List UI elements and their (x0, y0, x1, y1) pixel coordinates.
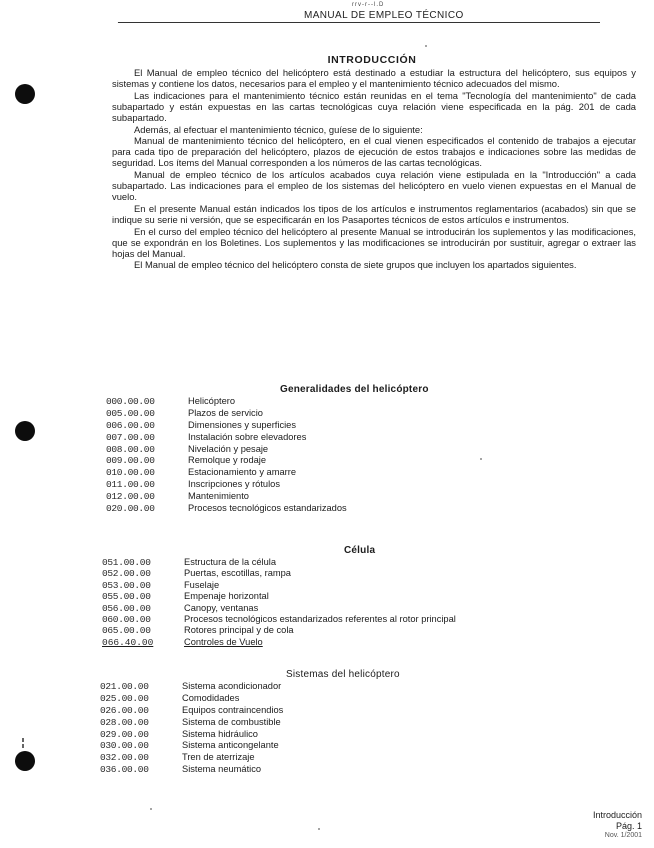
list-item (106, 408, 347, 420)
item-label: Inscripciones y rótulos (188, 479, 280, 490)
binder-hole (15, 421, 35, 441)
item-code: 030.00.00 (100, 740, 149, 752)
item-code: 025.00.00 (100, 692, 149, 704)
paragraph: Además, al efectuar el mantenimiento técnico, guíese de lo siguiente: (134, 123, 423, 135)
item-label: Remolque y rodaje (188, 455, 267, 466)
section-heading: Célula (344, 545, 376, 556)
list-item (102, 568, 456, 579)
margin-mark (22, 738, 24, 742)
list-item (100, 740, 283, 752)
item-label: Nivelación y pesaje (188, 443, 269, 454)
page-title: INTRODUCCIÓN (327, 54, 417, 66)
item-code: 020.00.00 (106, 503, 155, 515)
list-item (100, 729, 283, 741)
paragraph: En el presente Manual están indicados los tipos de los artículos e instrumentos reglamentarios (acabados) sin que se indique su serie ni versión, que se especificarán en los Pasaportes técnicos de estos artículos e instrumentos. (112, 202, 636, 225)
footer-revision: Nov. 1/2001 (604, 832, 642, 839)
item-code: 052.00.00 (102, 568, 151, 580)
item-label: Sistema anticongelante (182, 740, 279, 751)
paragraph: El Manual de empleo técnico del helicóptero consta de siete grupos que incluyen los apartados siguientes. (134, 259, 577, 271)
item-label: Controles de Vuelo (184, 636, 263, 647)
item-code: 005.00.00 (106, 407, 155, 419)
list-item (102, 625, 456, 636)
paragraph: Las indicaciones para el mantenimiento técnico están reunidas en el tema "Tecnología del mantenimiento" de cada subapartado y están expuestas en las cartas tecnológicas cuya relación viene especificada en la pág. 201 de cada subapartado. (112, 89, 636, 123)
list-item (102, 603, 456, 614)
list-item (106, 432, 347, 444)
list-item (102, 557, 456, 568)
section-heading: Generalidades del helicóptero (280, 384, 429, 395)
item-label: Sistema neumático (182, 764, 262, 775)
list-item (102, 591, 456, 602)
item-label: Equipos contraincendios (182, 704, 284, 715)
footer-section: Introducción (592, 810, 642, 820)
list-item (106, 396, 347, 408)
item-label: Sistema hidráulico (182, 728, 258, 739)
item-label: Procesos tecnológicos estandarizados referentes al rotor principal (184, 613, 456, 624)
header-rule (118, 22, 600, 23)
section-list (100, 681, 283, 776)
item-code: 053.00.00 (102, 579, 151, 591)
list-item (106, 503, 347, 515)
list-item (100, 717, 283, 729)
list-item (102, 614, 456, 625)
item-label: Estructura de la célula (184, 557, 276, 567)
binder-hole (15, 84, 35, 104)
list-item (106, 491, 347, 503)
list-item (100, 693, 283, 705)
item-code: 026.00.00 (100, 704, 149, 716)
margin-mark (22, 744, 24, 748)
page-footer (562, 810, 642, 842)
item-code: 012.00.00 (106, 491, 155, 503)
speck (318, 828, 320, 830)
list-item (106, 420, 347, 432)
item-code: 036.00.00 (100, 764, 149, 776)
speck (480, 458, 482, 460)
list-item (102, 580, 456, 591)
binder-hole (15, 751, 35, 771)
speck (425, 45, 427, 47)
list-item (100, 705, 283, 717)
item-code: 032.00.00 (100, 752, 149, 764)
item-code: 009.00.00 (106, 455, 155, 467)
item-label: Empenaje horizontal (184, 591, 269, 602)
item-code: 000.00.00 (106, 396, 155, 407)
item-label: Sistema acondicionador (182, 681, 282, 691)
item-label: Helicóptero (188, 396, 236, 406)
item-code: 011.00.00 (106, 479, 155, 491)
item-label: Plazos de servicio (188, 407, 263, 418)
item-code: 008.00.00 (106, 443, 155, 455)
item-label: Estacionamiento y amarre (188, 467, 296, 478)
list-item (106, 455, 347, 467)
item-code: 055.00.00 (102, 591, 151, 603)
item-label: Dimensiones y superficies (188, 419, 296, 430)
item-label: Fuselaje (184, 579, 220, 590)
item-label: Tren de aterrizaje (182, 752, 255, 763)
item-label: Canopy, ventanas (184, 602, 259, 613)
section-list (106, 396, 347, 515)
list-item (100, 764, 283, 776)
header-top-mark: rrv-r--l.D (352, 2, 385, 8)
footer-page: Pág. 1 (615, 820, 642, 831)
list-item (100, 681, 283, 693)
list-item (106, 479, 347, 491)
item-code: 066.40.00 (102, 636, 154, 648)
paragraph: En el curso del empleo técnico del helicóptero al presente Manual se introducirán los suplementos y las modificaciones, que se expondrán en los Boletines. Los suplementos y las modificaciones se introducirán por sustituir, agregar o extraer las hojas del Manual. (112, 225, 636, 259)
list-item-highlighted (102, 637, 456, 648)
item-code: 021.00.00 (100, 681, 149, 692)
item-label: Instalación sobre elevadores (188, 431, 307, 442)
item-code: 007.00.00 (106, 431, 155, 443)
item-label: Mantenimiento (188, 491, 249, 502)
list-item (106, 467, 347, 479)
item-label: Procesos tecnológicos estandarizados (188, 503, 347, 514)
section-list (102, 557, 456, 648)
paragraph: El Manual de empleo técnico del helicóptero está destinado a estudiar la estructura del helicóptero, sus equipos y sistemas y contiene los datos, necesarios para el empleo y el mantenimiento técnico adecuados del mismo. (112, 67, 636, 89)
item-label: Comodidades (182, 692, 240, 703)
item-code: 006.00.00 (106, 419, 155, 431)
list-item (106, 444, 347, 456)
item-code: 029.00.00 (100, 728, 149, 740)
item-label: Rotores principal y de cola (184, 625, 294, 636)
manual-title: MANUAL DE EMPLEO TÉCNICO (304, 10, 464, 21)
intro-body (112, 68, 636, 272)
list-item (100, 752, 283, 764)
item-code: 028.00.00 (100, 716, 149, 728)
header-dash: _ _ _ (118, 14, 136, 23)
speck (150, 808, 152, 810)
item-code: 056.00.00 (102, 602, 151, 614)
paragraph: Manual de empleo técnico de los artículos acabados cuya relación viene estipulada en la "Introducción" a cada subapartado. Las indicaciones para el empleo de los sistemas del helicóptero en vuelo vienen expuestas en el Manual de vuelo. (112, 169, 636, 202)
paragraph: Manual de mantenimiento técnico del helicóptero, en el cual vienen especificados el contenido de trabajos a ejecutar para cada tipo de preparación del helicóptero, plazos de ejecución de estos trabajos e indicaciones sobre las medidas de seguridad. Los ítems del Manual corresponden a los números de las cartas tecnológicas. (112, 135, 636, 169)
item-code: 065.00.00 (102, 625, 151, 637)
item-code: 060.00.00 (102, 613, 151, 625)
section-heading: Sistemas del helicóptero (286, 669, 400, 680)
item-label: Puertas, escotillas, rampa (184, 568, 291, 579)
item-code: 051.00.00 (102, 557, 151, 568)
item-code: 010.00.00 (106, 467, 155, 479)
item-label: Sistema de combustible (182, 716, 281, 727)
